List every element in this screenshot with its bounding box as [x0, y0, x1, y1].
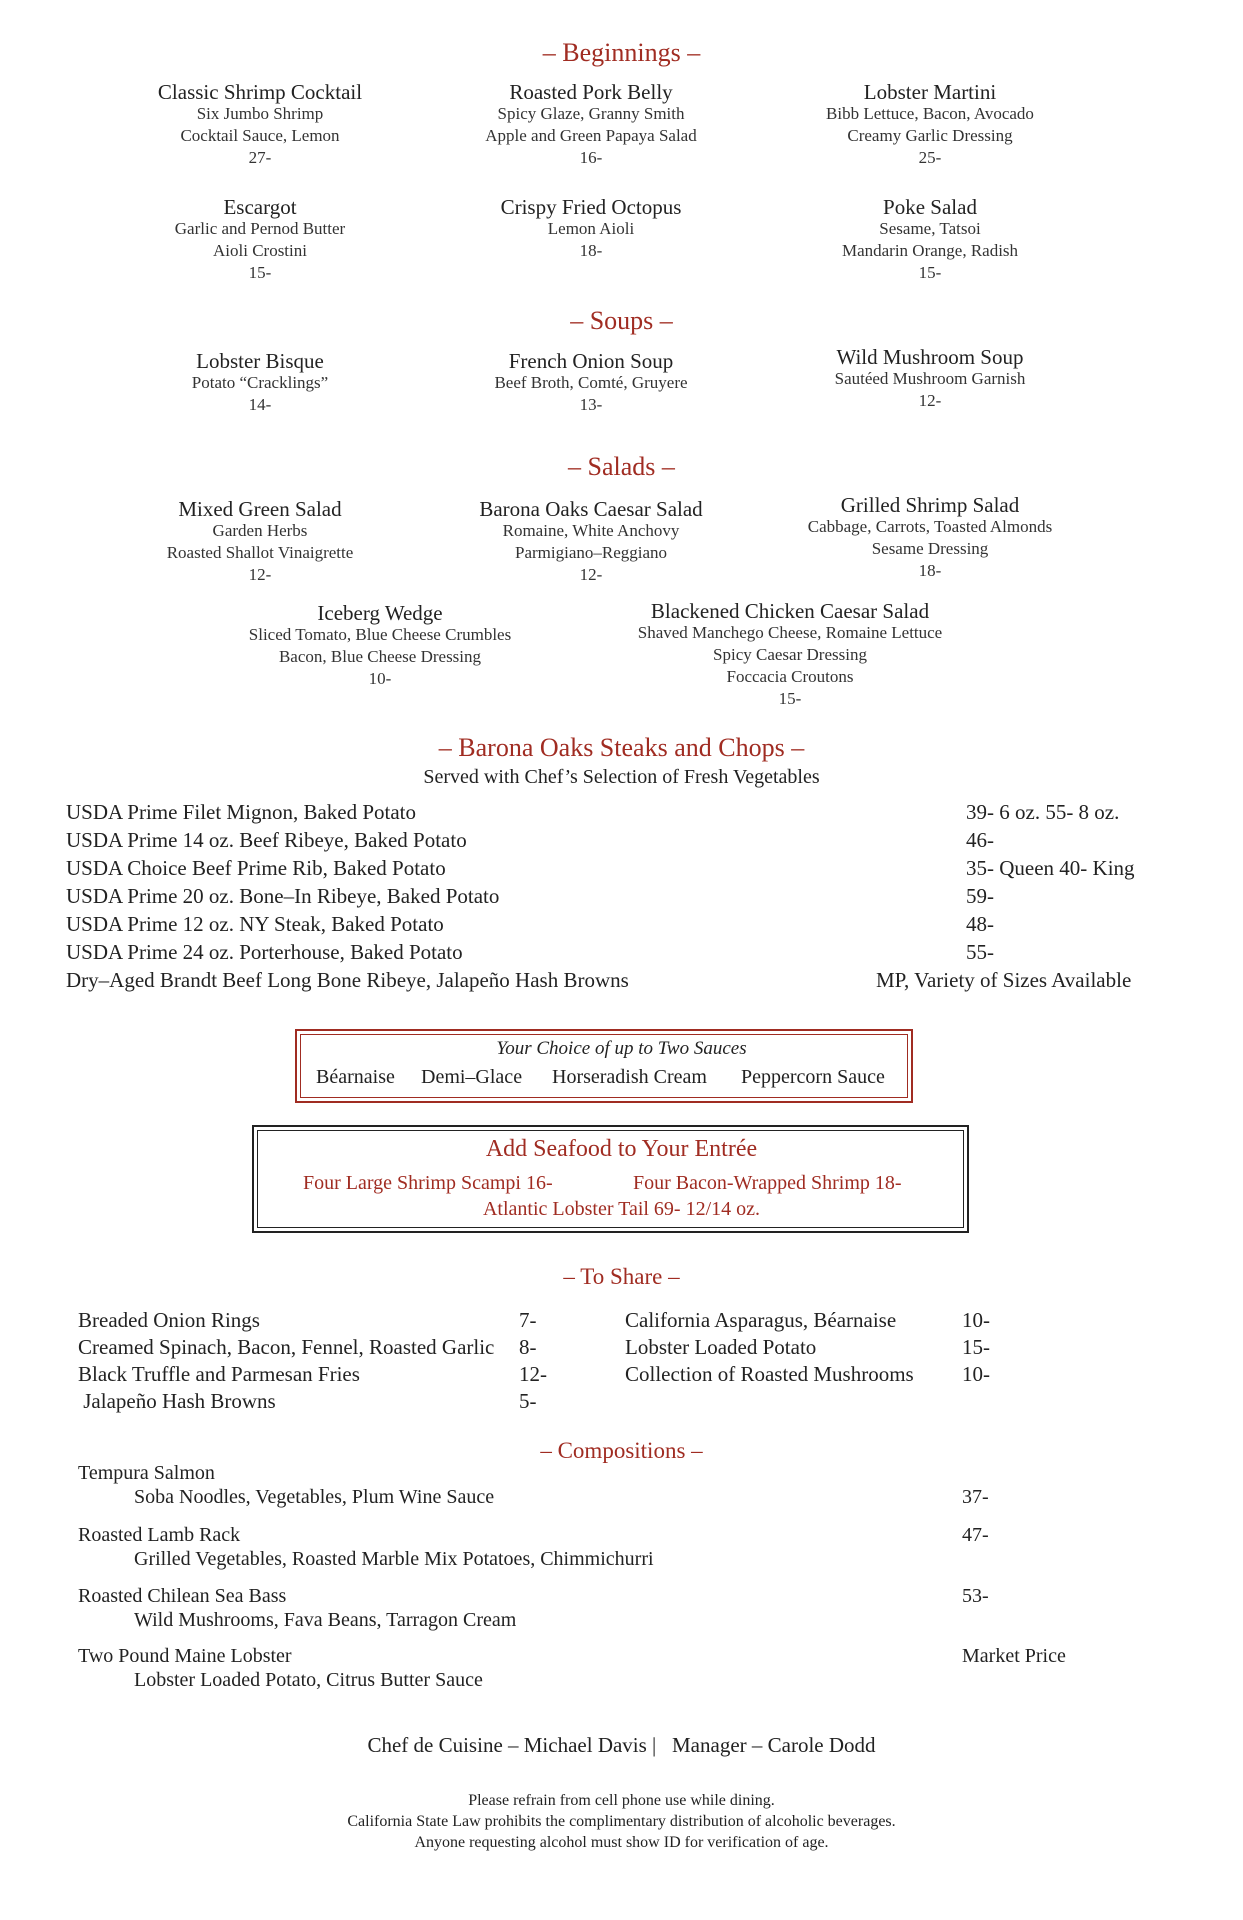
- share-price: 10-: [962, 1362, 990, 1386]
- steak-name: USDA Prime Filet Mignon, Baked Potato: [66, 800, 417, 824]
- compositions-heading: – Compositions –: [540, 1438, 703, 1463]
- seafood-option: Four Large Shrimp Scampi 16-: [303, 1172, 553, 1194]
- item-desc: Apple and Green Papaya Salad: [485, 126, 697, 145]
- beginnings-heading: – Beginnings –: [542, 38, 701, 67]
- menu-item: [70, 196, 450, 284]
- steaks-heading: – Barona Oaks Steaks and Chops –: [438, 733, 805, 762]
- item-desc: Aioli Crostini: [213, 241, 307, 260]
- share-price: 8-: [519, 1335, 537, 1359]
- share-name: Breaded Onion Rings: [78, 1308, 260, 1332]
- item-desc: Spicy Glaze, Granny Smith: [497, 104, 685, 123]
- seafood-title: Add Seafood to Your Entrée: [485, 1136, 758, 1162]
- item-desc: Sesame, Tatsoi: [879, 219, 981, 238]
- item-price: 18-: [579, 241, 603, 260]
- menu-item: [401, 196, 781, 262]
- item-price: 14-: [248, 395, 272, 414]
- item-price: 16-: [579, 148, 603, 167]
- item-name: French Onion Soup: [508, 349, 674, 373]
- steak-price: 55-: [966, 940, 994, 964]
- item-desc: Garlic and Pernod Butter: [174, 219, 346, 238]
- item-name: Lobster Bisque: [196, 349, 324, 373]
- composition-desc: Lobster Loaded Potato, Citrus Butter Sauce: [134, 1669, 483, 1691]
- item-name: Blackened Chicken Caesar Salad: [650, 599, 930, 623]
- item-price: 18-: [918, 561, 942, 580]
- item-price: 15-: [778, 689, 802, 708]
- sauce-option: Béarnaise: [316, 1066, 395, 1088]
- item-desc: Mandarin Orange, Radish: [841, 241, 1019, 260]
- footer-line: California State Law prohibits the complimentary distribution of alcoholic beverages.: [347, 1813, 896, 1830]
- item-desc: Sliced Tomato, Blue Cheese Crumbles: [248, 625, 512, 644]
- item-desc: Shaved Manchego Cheese, Romaine Lettuce: [637, 623, 943, 642]
- item-name: Escargot: [223, 195, 297, 219]
- steak-price: 39- 6 oz. 55- 8 oz.: [966, 800, 1120, 824]
- item-desc: Cabbage, Carrots, Toasted Almonds: [807, 517, 1053, 536]
- composition-price: 53-: [962, 1585, 989, 1607]
- item-desc: Sautéed Mushroom Garnish: [834, 369, 1026, 388]
- share-price: 12-: [519, 1362, 547, 1386]
- share-price: 7-: [519, 1308, 537, 1332]
- share-name: Jalapeño Hash Browns: [78, 1389, 276, 1413]
- to-share-heading: – To Share –: [563, 1264, 680, 1289]
- item-name: Iceberg Wedge: [317, 601, 443, 625]
- share-name: Black Truffle and Parmesan Fries: [78, 1362, 360, 1386]
- menu-item: [401, 350, 781, 416]
- item-desc: Roasted Shallot Vinaigrette: [166, 543, 354, 562]
- composition-price: 37-: [962, 1486, 989, 1508]
- item-desc: Bacon, Blue Cheese Dressing: [278, 647, 482, 666]
- share-price: 5-: [519, 1389, 537, 1413]
- menu-item: [590, 600, 990, 710]
- item-price: 10-: [368, 669, 392, 688]
- menu-item: [190, 602, 570, 690]
- item-price: 12-: [579, 565, 603, 584]
- composition-name: Roasted Lamb Rack: [78, 1524, 241, 1546]
- item-name: Grilled Shrimp Salad: [840, 493, 1020, 517]
- menu-item: [70, 81, 450, 169]
- footer-line: Anyone requesting alcohol must show ID for verification of age.: [414, 1834, 829, 1851]
- composition-name: Tempura Salmon: [78, 1462, 215, 1484]
- composition-price: 47-: [962, 1524, 989, 1546]
- share-price: 15-: [962, 1335, 990, 1359]
- item-price: 12-: [918, 391, 942, 410]
- share-name: Creamed Spinach, Bacon, Fennel, Roasted Garlic: [78, 1335, 495, 1359]
- sauce-option: Horseradish Cream: [552, 1066, 707, 1088]
- steak-name: Dry–Aged Brandt Beef Long Bone Ribeye, Jalapeño Hash Browns: [66, 968, 629, 992]
- item-desc: Foccacia Croutons: [726, 667, 854, 686]
- composition-name: Roasted Chilean Sea Bass: [78, 1585, 287, 1607]
- composition-name: Two Pound Maine Lobster: [78, 1645, 292, 1667]
- item-price: 27-: [248, 148, 272, 167]
- share-name: Lobster Loaded Potato: [625, 1335, 817, 1359]
- item-desc: Sesame Dressing: [871, 539, 989, 558]
- item-desc: Lemon Aioli: [547, 219, 635, 238]
- item-name: Barona Oaks Caesar Salad: [479, 497, 703, 521]
- composition-desc: Grilled Vegetables, Roasted Marble Mix Potatoes, Chimmichurri: [134, 1548, 654, 1570]
- item-desc: Garden Herbs: [212, 521, 308, 540]
- item-price: 15-: [918, 263, 942, 282]
- item-price: 25-: [918, 148, 942, 167]
- menu-item: [740, 494, 1120, 582]
- seafood-option: Four Bacon-Wrapped Shrimp 18-: [633, 1172, 902, 1194]
- item-name: Roasted Pork Belly: [509, 80, 673, 104]
- seafood-option: Atlantic Lobster Tail 69- 12/14 oz.: [482, 1198, 761, 1220]
- item-desc: Spicy Caesar Dressing: [713, 645, 867, 664]
- menu-item: [740, 196, 1120, 284]
- steak-price: 46-: [966, 828, 994, 852]
- menu-item: [740, 81, 1120, 169]
- soups-heading: – Soups –: [570, 306, 673, 335]
- share-name: Collection of Roasted Mushrooms: [625, 1362, 914, 1386]
- item-desc: Creamy Garlic Dressing: [847, 126, 1013, 145]
- salads-heading: – Salads –: [568, 452, 675, 481]
- composition-desc: Wild Mushrooms, Fava Beans, Tarragon Cream: [134, 1609, 517, 1631]
- composition-desc: Soba Noodles, Vegetables, Plum Wine Sauce: [134, 1486, 495, 1508]
- item-name: Crispy Fried Octopus: [500, 195, 682, 219]
- item-desc: Bibb Lettuce, Bacon, Avocado: [826, 104, 1034, 123]
- item-desc: Cocktail Sauce, Lemon: [180, 126, 340, 145]
- share-name: California Asparagus, Béarnaise: [625, 1308, 897, 1332]
- staff-credits: Chef de Cuisine – Michael Davis | Manager – Carole Dodd: [367, 1733, 876, 1757]
- sauce-option: Demi–Glace: [421, 1066, 523, 1088]
- item-price: 13-: [579, 395, 603, 414]
- item-name: Poke Salad: [883, 195, 977, 219]
- steak-name: USDA Prime 20 oz. Bone–In Ribeye, Baked Potato: [66, 884, 500, 908]
- item-desc: Beef Broth, Comté, Gruyere: [494, 373, 688, 392]
- item-name: Classic Shrimp Cocktail: [157, 80, 363, 104]
- item-desc: Romaine, White Anchovy: [502, 521, 680, 540]
- item-desc: Six Jumbo Shrimp: [196, 104, 324, 123]
- sauces-title: Your Choice of up to Two Sauces: [496, 1038, 747, 1059]
- menu-item: [70, 498, 450, 586]
- steak-name: USDA Choice Beef Prime Rib, Baked Potato: [66, 856, 446, 880]
- share-price: 10-: [962, 1308, 990, 1332]
- footer-line: Please refrain from cell phone use while dining.: [468, 1792, 775, 1809]
- item-price: 15-: [248, 263, 272, 282]
- sauce-option: Peppercorn Sauce: [741, 1066, 885, 1088]
- steak-name: USDA Prime 14 oz. Beef Ribeye, Baked Potato: [66, 828, 467, 852]
- steak-name: USDA Prime 24 oz. Porterhouse, Baked Potato: [66, 940, 463, 964]
- item-desc: Potato “Cracklings”: [191, 373, 329, 392]
- item-name: Mixed Green Salad: [178, 497, 342, 521]
- menu-item: [401, 498, 781, 586]
- item-name: Lobster Martini: [863, 80, 997, 104]
- steak-price: MP, Variety of Sizes Available: [876, 968, 1132, 992]
- item-price: 12-: [248, 565, 272, 584]
- steak-price: 59-: [966, 884, 994, 908]
- steak-name: USDA Prime 12 oz. NY Steak, Baked Potato: [66, 912, 444, 936]
- menu-item: [740, 346, 1120, 412]
- steak-price: 35- Queen 40- King: [966, 856, 1135, 880]
- steak-price: 48-: [966, 912, 994, 936]
- menu-item: [70, 350, 450, 416]
- item-name: Wild Mushroom Soup: [836, 345, 1024, 369]
- composition-price: Market Price: [962, 1645, 1066, 1667]
- menu-item: [401, 81, 781, 169]
- steaks-subheading: Served with Chef’s Selection of Fresh Vegetables: [423, 766, 820, 788]
- item-desc: Parmigiano–Reggiano: [514, 543, 668, 562]
